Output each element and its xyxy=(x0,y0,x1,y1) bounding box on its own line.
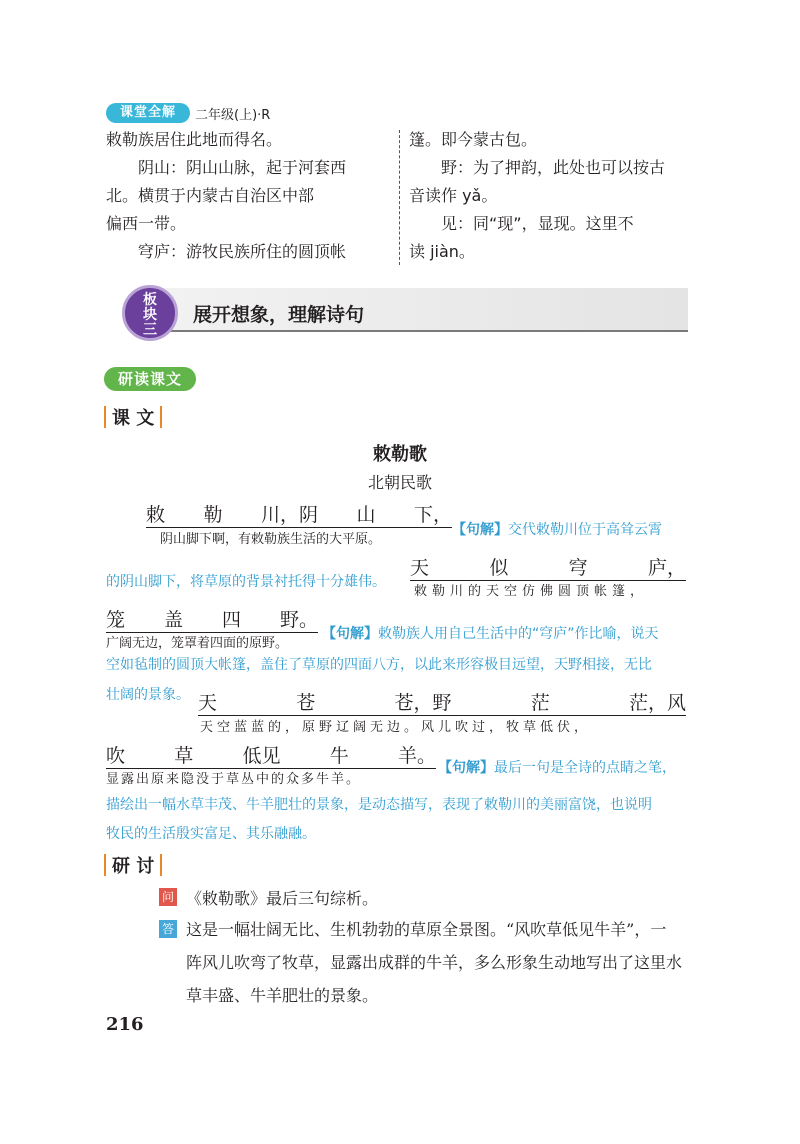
line-explanation-3 xyxy=(438,757,676,777)
kewen-heading: 课 文 xyxy=(106,404,160,430)
poem-line-4 xyxy=(198,688,686,716)
poem-char: 川，阴 xyxy=(260,504,318,526)
poem-line-5 xyxy=(106,741,436,769)
poem-char: 野。 xyxy=(279,609,318,631)
poem-char: 低见 xyxy=(242,745,281,767)
poem-char: 茫，风 xyxy=(628,692,686,714)
poem-char: 似 xyxy=(489,557,509,579)
discussion-answer-line: 草丰盛、牛羊肥壮的景象。 xyxy=(186,986,379,1005)
poem-char: 苍 xyxy=(296,692,316,714)
line-explanation-3-end: 牧民的生活殷实富足、其乐融融。 xyxy=(106,826,316,842)
grade-label: 二年级(上)·R xyxy=(195,108,271,123)
section-title: 展开想象，理解诗句 xyxy=(193,304,365,326)
line-explanation-2-end: 壮阔的景象。 xyxy=(106,687,190,703)
poem-gloss-3: 广阔无边，笼罩着四面的原野。 xyxy=(106,636,289,651)
glossary-line: 见：同“现”，显现。这里不 xyxy=(441,214,634,233)
glossary-right xyxy=(409,126,691,266)
poem-gloss-5: 显露出原来隐没于草丛中的众多牛羊。 xyxy=(106,772,362,787)
poem-char: 吹 xyxy=(106,745,126,767)
glossary-line: 读 jiàn。 xyxy=(409,242,475,261)
glossary-line: 穹庐：游牧民族所住的圆顶帐 xyxy=(138,242,347,261)
glossary-line: 偏西一带。 xyxy=(106,214,187,233)
poem-gloss-1: 阴山脚下啊，有敕勒族生活的大平原。 xyxy=(160,532,382,547)
poem-title: 敕勒歌 xyxy=(373,444,427,465)
line-explanation-3-cont: 描绘出一幅水草丰茂、牛羊肥壮的景象，是动态描写，表现了敕勒川的美丽富饶，也说明 xyxy=(106,797,652,813)
line-explanation-2 xyxy=(322,623,659,643)
poem-char: 草 xyxy=(174,745,194,767)
poem-char: 敕 xyxy=(146,504,166,526)
discussion-answer-line: 这是一幅壮阔无比、生机勃勃的草原全景图。“风吹草低见牛羊”，一 xyxy=(186,920,667,939)
poem-char: 天 xyxy=(198,692,218,714)
poem-char: 穹 xyxy=(568,557,588,579)
section-badge xyxy=(122,285,178,341)
poem-line-1 xyxy=(146,500,452,528)
discussion-heading: 研 讨 xyxy=(106,852,160,878)
glossary-divider xyxy=(399,130,400,265)
explanation-text: 交代敕勒川位于高耸云霄 xyxy=(508,522,662,538)
poem-gloss-2: 敕勒川的天空仿佛圆顶帐篷， xyxy=(414,584,649,599)
poem-char: 苍，野 xyxy=(394,692,452,714)
book-series-badge: 课堂全解 xyxy=(106,103,190,123)
poem-char: 庐， xyxy=(647,557,686,579)
explanation-tag: 【句解】 xyxy=(322,626,378,642)
section-badge-text: 板块三 xyxy=(143,292,157,338)
poem-char: 山 xyxy=(356,504,376,526)
poem-author: 北朝民歌 xyxy=(367,473,432,492)
line-explanation-2-cont: 空如毡制的圆顶大帐篷，盖住了草原的四面八方，以此来形容极目远望，天野相接，无比 xyxy=(106,657,652,673)
study-text-pill: 研读课文 xyxy=(104,367,196,391)
poem-char: 下， xyxy=(413,504,452,526)
answer-icon: 答 xyxy=(159,920,177,938)
glossary-line: 音读作 yǎ。 xyxy=(409,186,498,205)
page-number: 216 xyxy=(106,1014,144,1035)
explanation-tag: 【句解】 xyxy=(438,760,494,776)
line-explanation-1 xyxy=(452,519,662,539)
glossary-line: 北。横贯于内蒙古自治区中部 xyxy=(106,186,315,205)
poem-char: 盖 xyxy=(163,609,183,631)
poem-line-2 xyxy=(410,553,686,581)
poem-char: 笼 xyxy=(106,609,126,631)
explanation-text: 最后一句是全诗的点睛之笔， xyxy=(494,760,676,776)
poem-gloss-4: 天空蓝蓝的，原野辽阔无边。风儿吹过，牧草低伏， xyxy=(200,720,592,735)
discussion-question: 《敕勒歌》最后三句综析。 xyxy=(186,889,379,908)
poem-char: 天 xyxy=(410,557,430,579)
poem-char: 茫 xyxy=(530,692,550,714)
poem-char: 羊。 xyxy=(397,745,436,767)
discussion-answer-line: 阵风儿吹弯了牧草，显露出成群的牛羊，多么形象生动地写出了这里水 xyxy=(186,953,683,972)
glossary-line: 阴山：阴山山脉，起于河套西 xyxy=(138,158,347,177)
question-icon: 问 xyxy=(159,888,177,906)
explanation-tag: 【句解】 xyxy=(452,522,508,538)
glossary-line: 敕勒族居住此地而得名。 xyxy=(106,130,283,149)
glossary-line: 篷。即今蒙古包。 xyxy=(409,130,538,149)
poem-char: 牛 xyxy=(329,745,349,767)
poem-line-3 xyxy=(106,605,318,633)
line-explanation-1-cont: 的阴山脚下，将草原的背景衬托得十分雄伟。 xyxy=(106,574,386,590)
glossary-line: 野：为了押韵，此处也可以按古 xyxy=(441,158,666,177)
poem-char: 勒 xyxy=(203,504,223,526)
glossary-left xyxy=(106,126,388,266)
poem-char: 四 xyxy=(221,609,241,631)
explanation-text: 敕勒族人用自己生活中的“穹庐”作比喻，说天 xyxy=(378,626,659,642)
